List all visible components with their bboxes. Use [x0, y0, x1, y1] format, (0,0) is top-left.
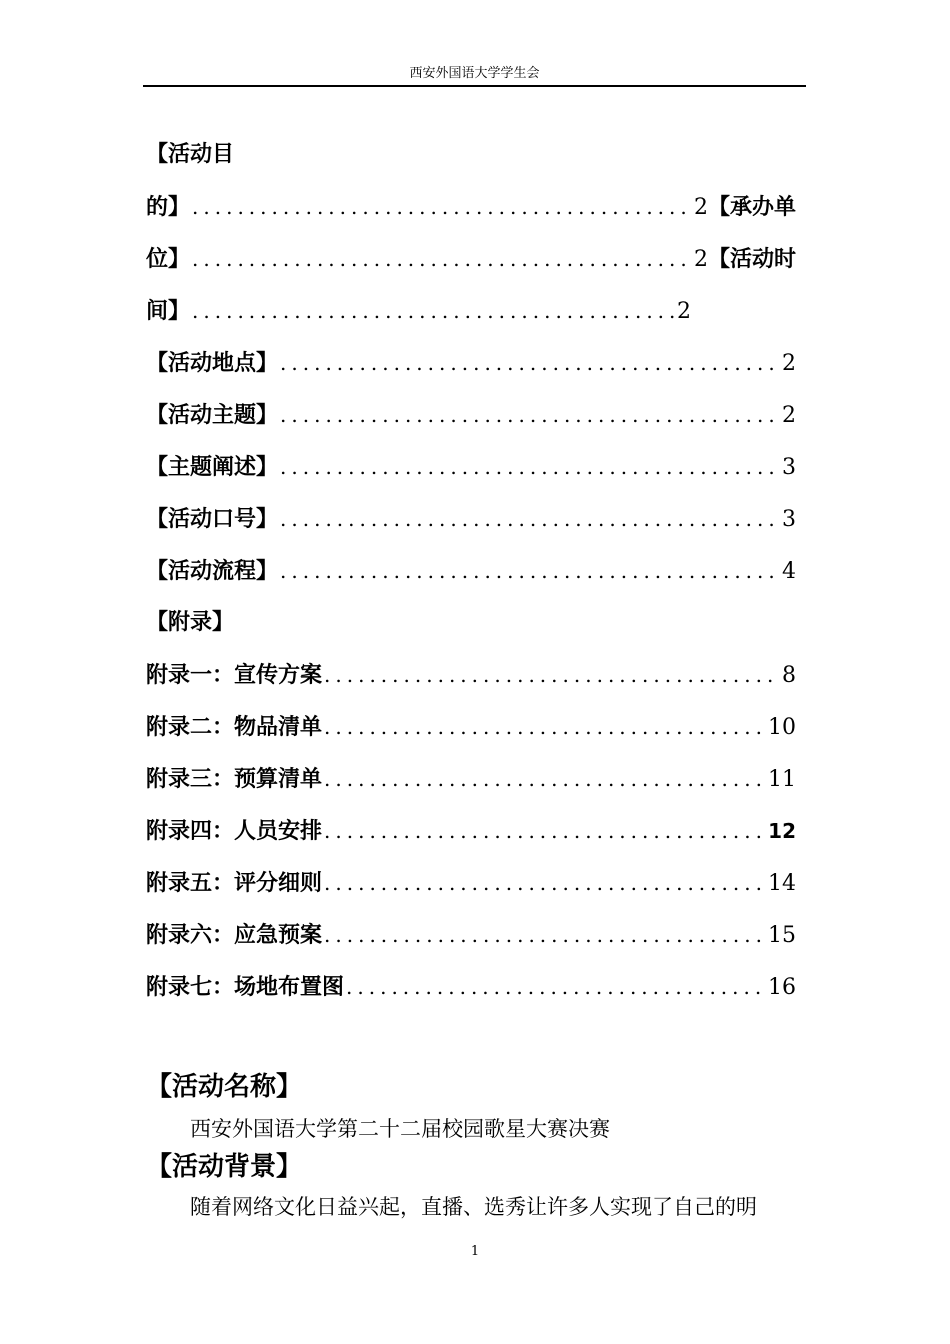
toc-page-number: 12: [768, 819, 796, 843]
toc-appendix-6[interactable]: [146, 918, 796, 952]
toc-appendix-5[interactable]: [146, 866, 796, 900]
toc-entry-location[interactable]: [146, 346, 796, 380]
toc-leader-dots: [192, 242, 692, 276]
toc-leader-dots: [324, 658, 780, 692]
toc-leader-dots: [280, 398, 780, 432]
toc-label: 【活动流程】: [146, 559, 279, 584]
toc-page-number: 2: [693, 195, 708, 220]
toc-entry-theme-explanation[interactable]: [146, 450, 796, 484]
toc-appendix-1[interactable]: [146, 658, 796, 692]
toc-leader-dots: [280, 346, 780, 380]
toc-leader-dots: [280, 502, 780, 536]
toc-entry-organizer-start: 【承办单: [707, 195, 796, 220]
toc-appendix-3[interactable]: [146, 762, 796, 796]
toc-page-number: 16: [768, 975, 796, 1000]
toc-leader-dots: [192, 294, 675, 328]
toc-label: 的】: [146, 195, 191, 220]
toc-label: 附录二：物品清单: [146, 715, 323, 740]
toc-entry-purpose-start[interactable]: 【活动目: [146, 142, 235, 167]
toc-label: 【活动主题】: [146, 403, 279, 428]
toc-page-number: 11: [768, 767, 796, 792]
toc-entry-time[interactable]: [146, 294, 691, 328]
toc-page-number: 2: [693, 247, 708, 272]
toc-leader-dots: [280, 554, 780, 588]
toc-label: 附录五：评分细则: [146, 871, 323, 896]
toc-entry-theme[interactable]: [146, 398, 796, 432]
toc-leader-dots: [192, 190, 692, 224]
toc-entry-slogan[interactable]: [146, 502, 796, 536]
page-header: 西安外国语大学学生会: [409, 66, 540, 81]
toc-leader-dots: [324, 866, 766, 900]
toc-leader-dots: [324, 918, 766, 952]
toc-page-number: 2: [677, 299, 691, 324]
activity-name-text: 西安外国语大学第二十二届校园歌星大赛决赛: [190, 1117, 610, 1141]
toc-page-number: 2: [782, 403, 796, 428]
toc-label: 附录一：宣传方案: [146, 663, 323, 688]
toc-appendix-4[interactable]: [146, 814, 796, 848]
toc-leader-dots: [346, 970, 766, 1004]
toc-label: 【活动口号】: [146, 507, 279, 532]
toc-leader-dots: [324, 762, 766, 796]
activity-background-text: 随着网络文化日益兴起，直播、选秀让许多人实现了自己的明: [190, 1195, 757, 1219]
toc-appendix-7[interactable]: [146, 970, 796, 1004]
toc-page-number: 3: [782, 455, 796, 480]
toc-appendix-2[interactable]: [146, 710, 796, 744]
toc-entry-purpose[interactable]: [146, 190, 796, 224]
toc-label: 【活动地点】: [146, 351, 279, 376]
toc-entry-time-start: 【活动时: [707, 247, 796, 272]
toc-leader-dots: [324, 814, 766, 848]
toc-page-number: 15: [768, 923, 796, 948]
toc-label: 附录四：人员安排: [146, 819, 323, 844]
toc-page-number: 3: [782, 507, 796, 532]
toc-page-number: 4: [782, 559, 796, 584]
section-title-activity-background: 【活动背景】: [146, 1152, 303, 1182]
toc-leader-dots: [280, 450, 780, 484]
toc-label: 位】: [146, 247, 191, 272]
toc-page-number: 8: [782, 663, 796, 688]
toc-page-number: 10: [768, 715, 796, 740]
toc-label: 附录六：应急预案: [146, 923, 323, 948]
toc-page-number: 2: [782, 351, 796, 376]
header-rule: [143, 85, 806, 87]
toc-appendix-heading[interactable]: 【附录】: [146, 610, 235, 635]
toc-label: 间】: [146, 299, 191, 324]
toc-leader-dots: [324, 710, 766, 744]
page-number: 1: [470, 1244, 480, 1259]
toc-label: 附录三：预算清单: [146, 767, 323, 792]
toc-page-number: 14: [768, 871, 796, 896]
toc-label: 附录七：场地布置图: [146, 975, 345, 1000]
section-title-activity-name: 【活动名称】: [146, 1072, 303, 1102]
toc-label: 【主题阐述】: [146, 455, 279, 480]
toc-entry-organizer[interactable]: [146, 242, 796, 276]
toc-entry-process[interactable]: [146, 554, 796, 588]
